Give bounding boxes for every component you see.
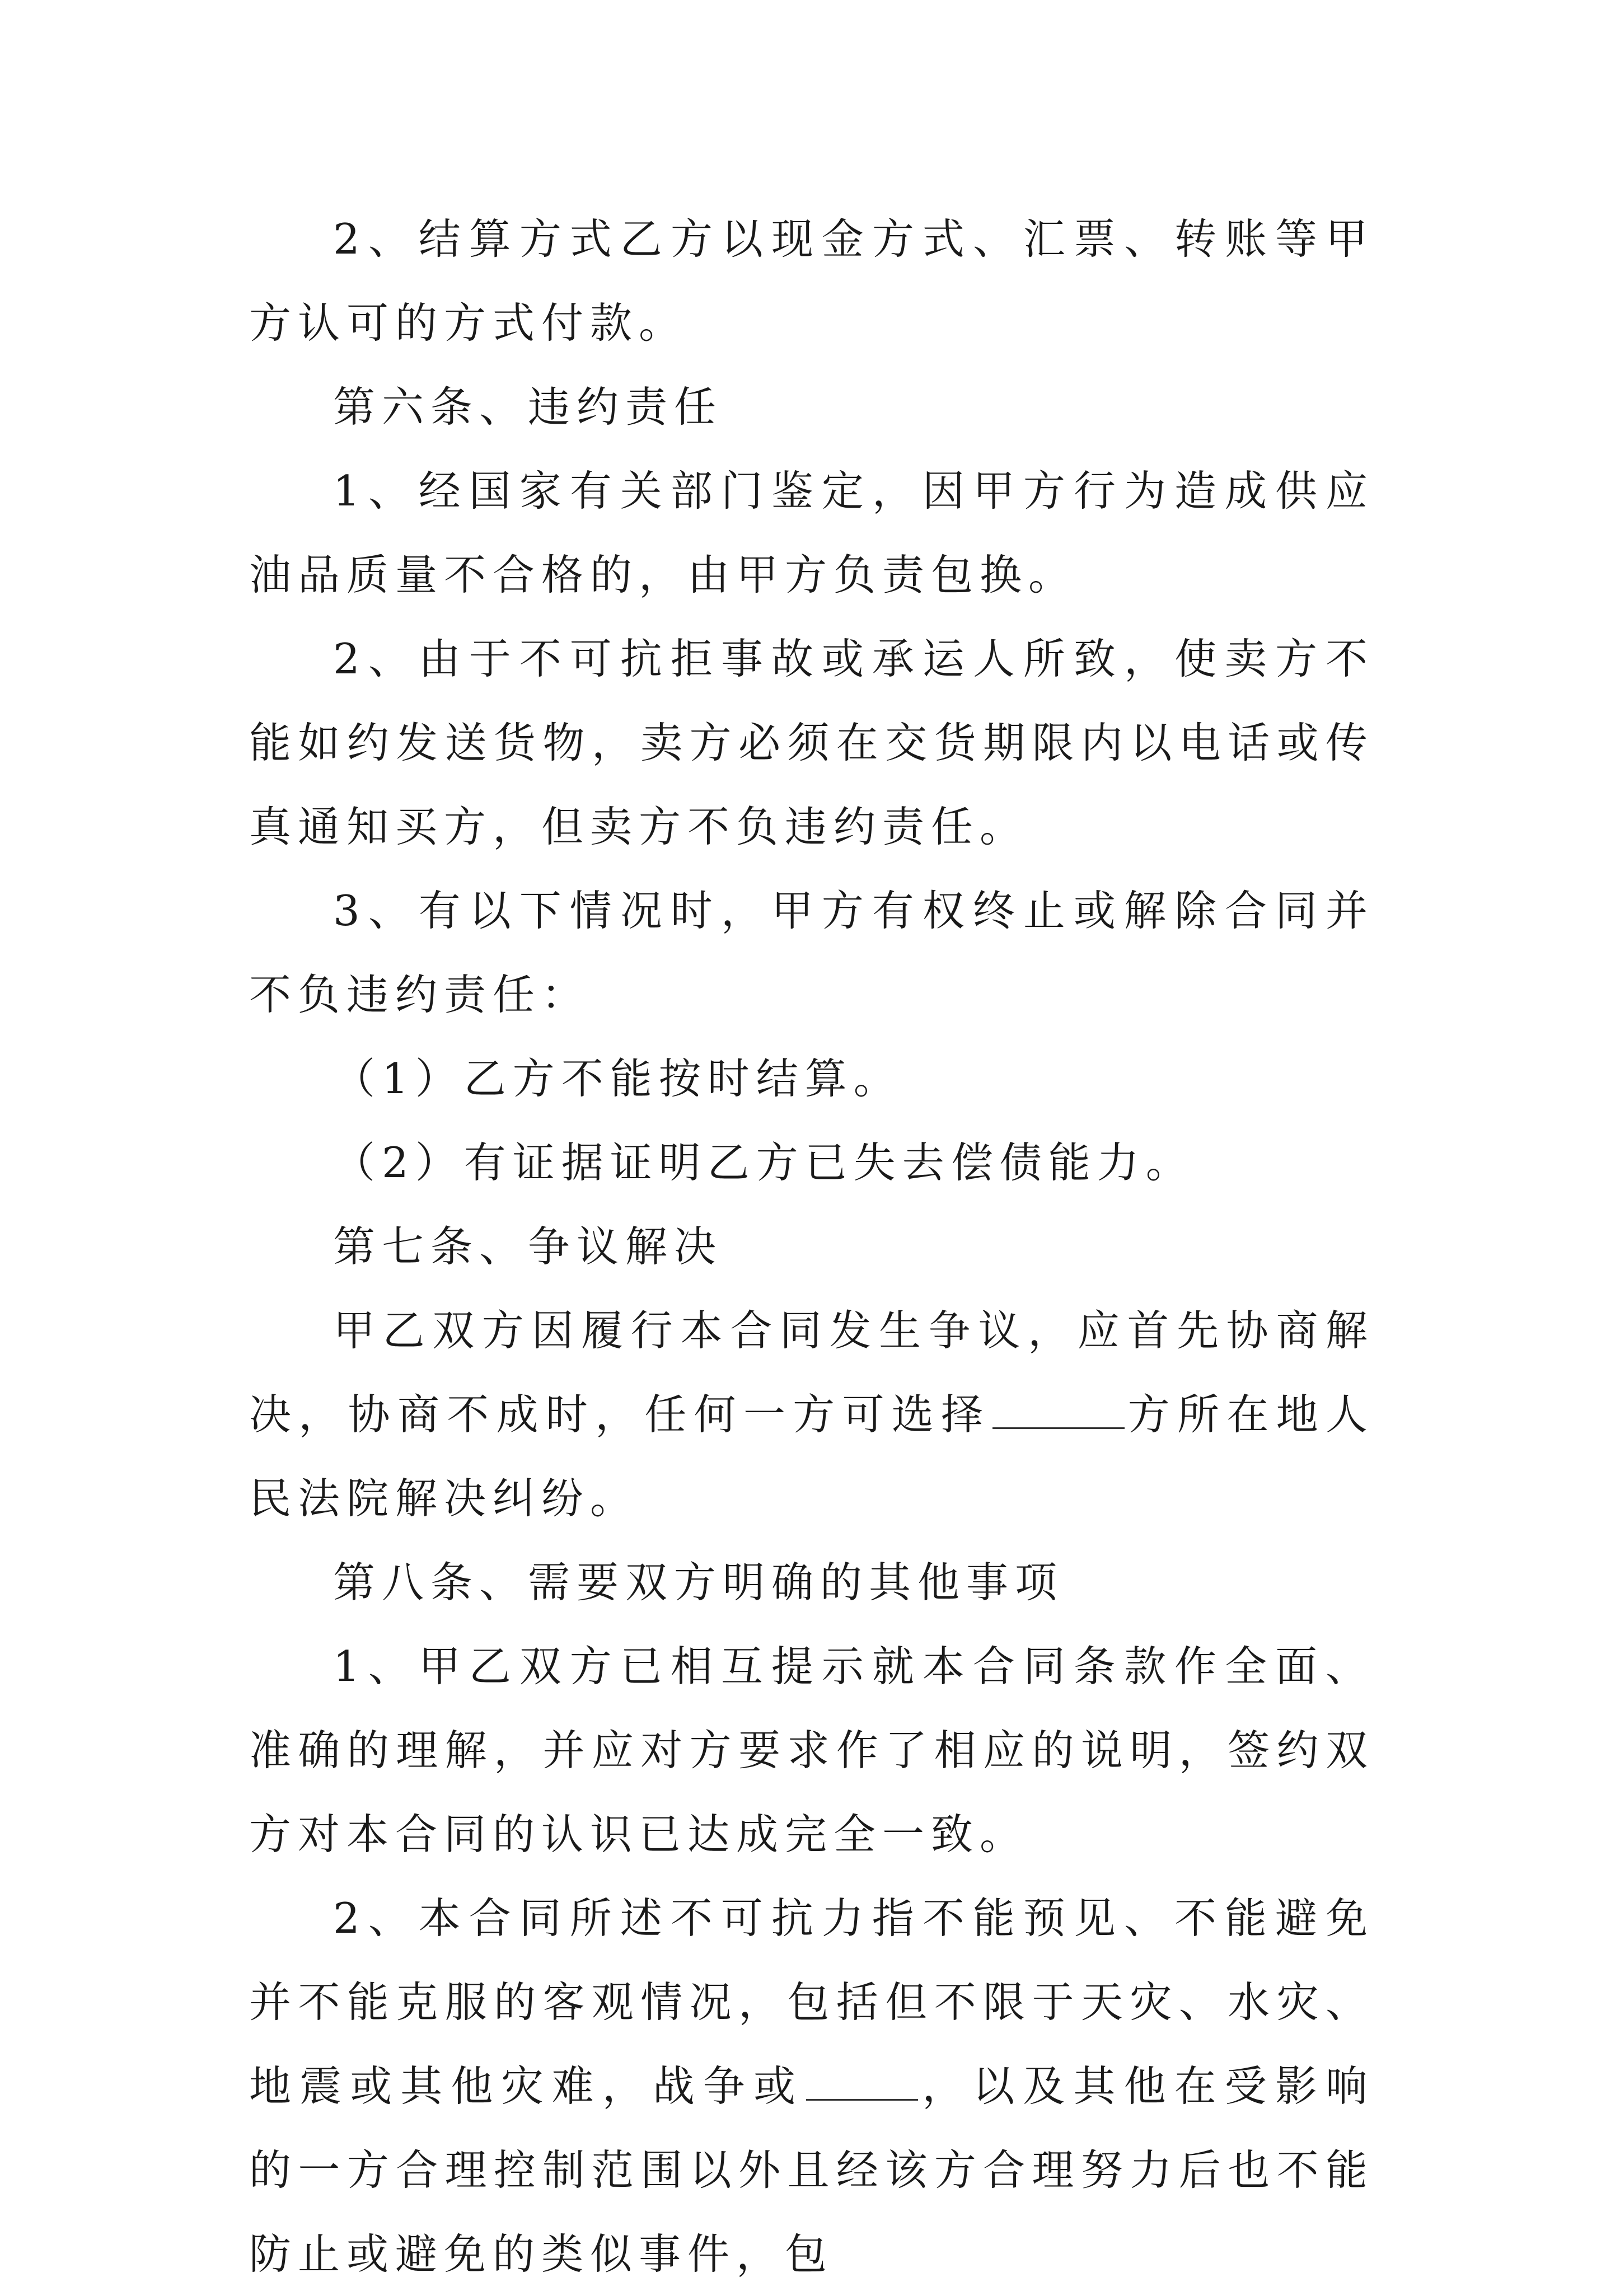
article-7-clause: [249, 1288, 1374, 1540]
article-8-title: 第八条、需要双方明确的其他事项: [333, 1558, 1064, 1607]
article-8-clause-2: [249, 1876, 1374, 2296]
article-7-heading: [249, 1205, 1374, 1288]
court-party-blank[interactable]: [992, 1388, 1125, 1429]
article-6-clause-2: [249, 617, 1374, 869]
clause-text: 2、由于不可抗拒事故或承运人所致，使卖方不能如约发送货物，卖方必须在交货期限内以电话或传真通知买方，但卖方不负违约责任。: [249, 634, 1374, 851]
article-6-title: 第六条、违约责任: [333, 382, 723, 432]
article-6-clause-3: [249, 869, 1374, 1037]
sub-item-text: （2）有证据证明乙方已失去偿债能力。: [333, 1138, 1195, 1187]
article-8-heading: [249, 1540, 1374, 1624]
settlement-clause: [249, 197, 1374, 365]
clause-text: 甲乙双方因履行本合同发生争议，应首先协商解决，协商不成时，任何一方可选择: [249, 1306, 1374, 1439]
settlement-text: 2、结算方式乙方以现金方式、汇票、转账等甲方认可的方式付款。: [249, 214, 1374, 348]
article-6-sub-item-1: [249, 1037, 1374, 1121]
clause-text-continued: 方所在地人民法院解决纠纷。: [249, 1390, 1374, 1523]
article-7-title: 第七条、争议解决: [333, 1222, 723, 1271]
clause-text-continued: ，以及其他在受影响的一方合理控制范围以外且经该方合理努力后也不能防止或避免的类似事件，包: [249, 2061, 1374, 2279]
clause-text: 1、甲乙双方已相互提示就本合同条款作全面、准确的理解，并应对方要求作了相应的说明，签约双方对本合同的认识已达成完全一致。: [249, 1642, 1374, 1859]
force-majeure-blank[interactable]: [806, 2060, 918, 2101]
clause-text: 2、本合同所述不可抗力指不能预见、不能避免并不能克服的客观情况，包括但不限于天灾、水灾、地震或其他灾难，战争或: [249, 1894, 1374, 2111]
clause-text: 1、经国家有关部门鉴定，因甲方行为造成供应油品质量不合格的，由甲方负责包换。: [249, 466, 1374, 599]
sub-item-text: （1）乙方不能按时结算。: [333, 1054, 902, 1103]
document-body: [249, 197, 1374, 2296]
clause-text: 3、有以下情况时，甲方有权终止或解除合同并不负违约责任：: [249, 886, 1374, 1019]
article-8-clause-1: [249, 1624, 1374, 1876]
article-6-sub-item-2: [249, 1121, 1374, 1205]
article-6-clause-1: [249, 449, 1374, 617]
article-6-heading: [249, 365, 1374, 449]
